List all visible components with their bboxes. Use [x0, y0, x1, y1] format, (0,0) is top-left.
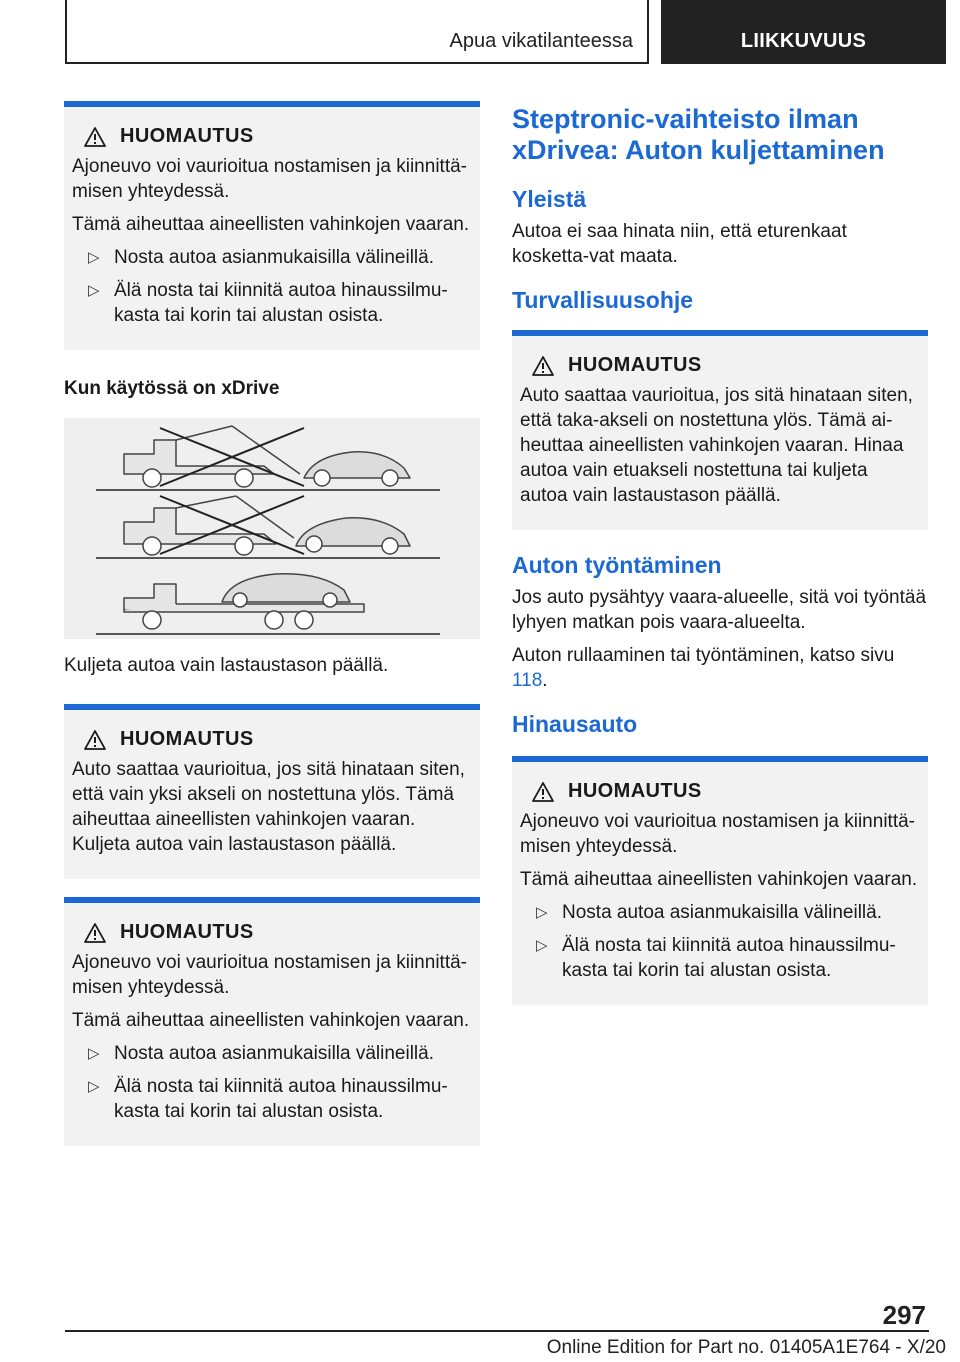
- warning-list-item: [80, 278, 472, 328]
- warning-list-item: [80, 1074, 472, 1124]
- warning-list: [528, 900, 920, 983]
- list-item-text: Nosta autoa asianmukaisilla välineillä.: [114, 1043, 435, 1064]
- warning-header: [84, 125, 472, 148]
- warning-text: Tämä aiheuttaa aineellisten vahinkojen vaaran.: [72, 214, 470, 235]
- list-item-text: Älä nosta tai kiinnitä autoa hinaussilmu-kasta tai korin tai alustan osista.: [114, 1076, 448, 1122]
- header-chapter-title: LIIKKUVUUS: [740, 30, 867, 52]
- warning-box: [64, 101, 480, 350]
- warning-list-item: [528, 933, 920, 983]
- warning-box: [512, 756, 928, 1005]
- figure-caption: Kuljeta autoa vain lastaustason päällä.: [64, 655, 389, 676]
- warning-box: [64, 704, 480, 879]
- warning-text: Auto saattaa vaurioitua, jos sitä hinataan siten, että taka-akseli on nostettuna ylös. Tämä ai-heuttaa aineellisten vahinkojen vaaran. Hinaa autoa vain etuakseli nostettuna tai kuljeta autoa vain lastaustason päällä.: [520, 385, 913, 506]
- warning-box: [64, 897, 480, 1146]
- warning-header: [84, 728, 472, 751]
- section-text-reference: [512, 643, 928, 693]
- warning-text: Ajoneuvo voi vaurioitua nostamisen ja kiinnittä-misen yhteydessä.: [72, 156, 467, 202]
- section-text: Jos auto pysähtyy vaara-alueelle, sitä voi työntää lyhyen matkan pois vaara-alueelta.: [512, 587, 927, 633]
- warning-text: Tämä aiheuttaa aineellisten vahinkojen vaaran.: [520, 869, 918, 890]
- warning-text: Tämä aiheuttaa aineellisten vahinkojen vaaran.: [72, 1010, 470, 1031]
- warning-header: [84, 921, 472, 944]
- header-section-box: [65, 0, 649, 64]
- warning-list-item: [80, 1041, 472, 1066]
- header-chapter-tab: [661, 0, 946, 64]
- warning-title: HUOMAUTUS: [120, 921, 254, 943]
- triangle-bullet-icon: ▷: [536, 937, 548, 954]
- triangle-bullet-icon: ▷: [88, 1045, 100, 1062]
- reference-suffix: .: [542, 670, 548, 691]
- reference-text: Auton rullaaminen tai työntäminen, katso sivu: [512, 645, 895, 666]
- section-heading-pushing: Auton työntäminen: [512, 552, 722, 578]
- header-section-title: Apua vikatilanteessa: [449, 30, 633, 52]
- warning-header: [532, 354, 920, 377]
- warning-title: HUOMAUTUS: [120, 728, 254, 750]
- warning-list-item: [528, 900, 920, 925]
- triangle-bullet-icon: ▷: [536, 904, 548, 921]
- warning-triangle-icon: [84, 127, 106, 147]
- warning-header: [532, 780, 920, 803]
- section-heading-safety: Turvallisuusohje: [512, 287, 694, 313]
- list-item-text: Nosta autoa asianmukaisilla välineillä.: [562, 902, 883, 923]
- warning-list: [80, 245, 472, 328]
- warning-text: Ajoneuvo voi vaurioitua nostamisen ja kiinnittä-misen yhteydessä.: [72, 952, 467, 998]
- towing-diagram-image: [64, 418, 480, 639]
- list-item-text: Älä nosta tai kiinnitä autoa hinaussilmu-kasta tai korin tai alustan osista.: [562, 935, 896, 981]
- page-number: 297: [882, 1300, 926, 1330]
- section-heading-tow-truck: Hinausauto: [512, 711, 638, 737]
- list-item-text: Älä nosta tai kiinnitä autoa hinaussilmu-kasta tai korin tai alustan osista.: [114, 280, 448, 326]
- left-column: [64, 101, 480, 1146]
- warning-triangle-icon: [532, 782, 554, 802]
- warning-title: HUOMAUTUS: [120, 125, 254, 147]
- triangle-bullet-icon: ▷: [88, 282, 100, 299]
- warning-triangle-icon: [84, 923, 106, 943]
- triangle-bullet-icon: ▷: [88, 1078, 100, 1095]
- section-heading-general: Yleistä: [512, 186, 587, 212]
- warning-box: [512, 330, 928, 530]
- warning-title: HUOMAUTUS: [568, 780, 702, 802]
- subheading: Kun käytössä on xDrive: [64, 378, 280, 399]
- warning-triangle-icon: [532, 356, 554, 376]
- warning-title: HUOMAUTUS: [568, 354, 702, 376]
- warning-list: [80, 1041, 472, 1124]
- warning-list-item: [80, 245, 472, 270]
- towing-illustration: [64, 418, 480, 639]
- warning-triangle-icon: [84, 730, 106, 750]
- section-text: Autoa ei saa hinata niin, että eturenkaat kosketta-vat maata.: [512, 221, 847, 267]
- triangle-bullet-icon: ▷: [88, 249, 100, 266]
- page-link[interactable]: 118: [512, 670, 543, 691]
- footer-edition: Online Edition for Part no. 01405A1E764 - X/20: [546, 1337, 946, 1358]
- main-heading: Steptronic-vaihteisto ilman xDrivea: Auton kuljettaminen: [512, 104, 885, 165]
- warning-text: Auto saattaa vaurioitua, jos sitä hinataan siten, että vain yksi akseli on nostettuna ylös. Tämä aiheuttaa aineellisten vahinkojen vaaran. Kuljeta autoa vain lastaustason päällä.: [72, 759, 465, 855]
- footer-divider: [65, 1330, 929, 1332]
- warning-text: Ajoneuvo voi vaurioitua nostamisen ja kiinnittä-misen yhteydessä.: [520, 811, 915, 857]
- list-item-text: Nosta autoa asianmukaisilla välineillä.: [114, 247, 435, 268]
- right-column: [512, 104, 928, 1005]
